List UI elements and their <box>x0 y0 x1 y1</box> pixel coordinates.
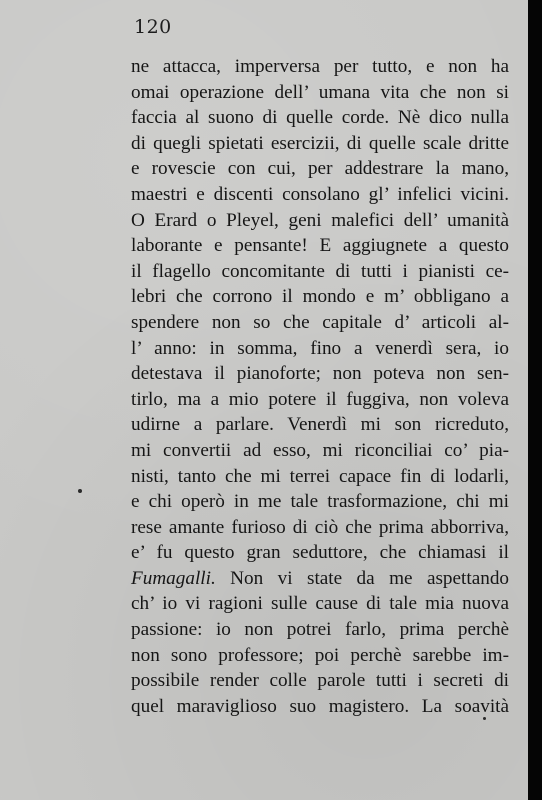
text-line: e’ fu questo gran seduttore, che chiamasi il <box>131 542 509 564</box>
text-line: nisti, tanto che mi terrei capace fin di lodarli, <box>131 465 509 487</box>
text-line: detestava il pianoforte; non poteva non sen- <box>131 363 509 385</box>
text-line: maestri e discenti consolano gl’ infelici vicini. <box>131 183 509 205</box>
text-segment: Non vi state da me aspettando <box>230 567 510 589</box>
text-line: e rovescie con cui, per addestrare la mano, <box>131 158 509 180</box>
page-number: 120 <box>134 16 172 38</box>
text-line: non sono professore; poi perchè sarebbe im- <box>131 644 509 666</box>
text-line: ne attacca, imperversa per tutto, e non ha <box>131 56 509 77</box>
text-line: mi convertii ad esso, mi riconciliai co’ pia- <box>131 439 509 461</box>
page-edge-shadow <box>528 0 542 800</box>
text-line: laborante e pensante! E aggiugnete a questo <box>131 235 509 257</box>
text-line: spendere non so che capitale d’ articoli al- <box>131 311 509 333</box>
text-line: udirne a parlare. Venerdì mi son ricreduto, <box>131 414 509 436</box>
text-line: tirlo, ma a mio potere il fuggiva, non voleva <box>131 388 509 410</box>
text-line: l’ anno: in somma, fino a venerdì sera, io <box>131 337 509 359</box>
text-line-with-name <box>131 566 509 592</box>
text-line: quel maraviglioso suo magistero. La soavità <box>131 695 509 717</box>
text-line: faccia al suono di quelle corde. Nè dico nulla <box>131 107 509 129</box>
text-line: rese amante furioso di ciò che prima abborriva, <box>131 516 509 538</box>
text-line: O Erard o Pleyel, geni malefici dell’ umanità <box>131 209 509 231</box>
italic-name: Fumagalli. <box>131 567 216 589</box>
text-line: lebri che corrono il mondo e m’ obbligano a <box>131 286 509 308</box>
text-line: e chi operò in me tale trasformazione, chi mi <box>131 491 509 513</box>
print-speck <box>78 489 82 493</box>
text-line: possibile render colle parole tutti i secreti di <box>131 670 509 692</box>
body-text <box>131 54 509 719</box>
text-line: omai operazione dell’ umana vita che non si <box>131 81 509 103</box>
text-line: di quegli spietati esercizii, di quelle scale dritte <box>131 132 509 154</box>
text-line: il flagello concomitante di tutti i pianisti ce- <box>131 260 509 282</box>
text-line: ch’ io vi ragioni sulle cause di tale mia nuova <box>131 593 509 615</box>
text-line: passione: io non potrei farlo, prima perchè <box>131 619 509 641</box>
print-speck <box>483 717 486 720</box>
